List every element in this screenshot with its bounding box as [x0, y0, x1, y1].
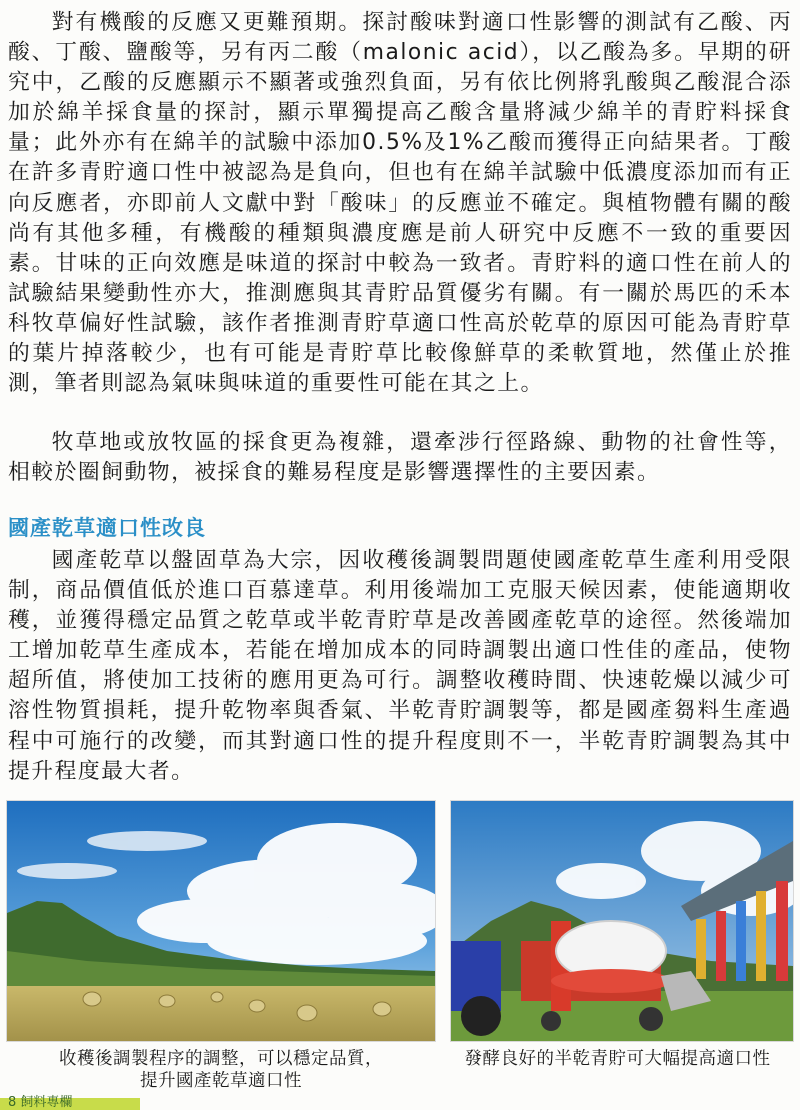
footer-text: 8 飼料專欄: [8, 1095, 73, 1110]
paragraph-grazing: 牧草地或放牧區的採食更為複雜，還牽涉行徑路線、動物的社會性等，相較於圈飼動物，被採食的難易程度是影響選擇性的主要因素。: [8, 430, 792, 486]
section-heading: 國產乾草適口性改良: [8, 516, 206, 540]
article-body-grazing: [8, 428, 792, 488]
bale-wrapper-photo: [450, 800, 794, 1042]
caption-left-line2: 提升國產乾草適口性: [140, 1071, 302, 1091]
article-body-domestic-hay: [8, 546, 792, 787]
hay-field-photo: [6, 800, 436, 1042]
hay-field-illustration: [7, 801, 435, 1041]
article-body-top: [8, 8, 792, 399]
paragraph-domestic-hay: 國產乾草以盤固草為大宗，因收穫後調製問題使國產乾草生產利用受限制，商品價值低於進口百慕達草。利用後端加工克服天候因素，使能適期收穫，並獲得穩定品質之乾草或半乾青貯草是改善國產乾草的途徑。然後端加工增加乾草生產成本，若能在增加成本的同時調製出適口性佳的產品，使物超所值，將使加工技術的應用更為可行。調整收穫時間、快速乾燥以減少可溶性物質損耗，提升乾物率與香氣、半乾青貯調製等，都是國產芻料生產過程中可施行的改變，而其對適口性的提升程度則不一，半乾青貯調製為其中提升程度最大者。: [8, 548, 792, 784]
bale-wrapper-illustration: [451, 801, 793, 1041]
paragraph-organic-acids: 對有機酸的反應又更難預期。探討酸味對適口性影響的測試有乙酸、丙酸、丁酸、鹽酸等，另有丙二酸（malonic acid），以乙酸為多。早期的研究中，乙酸的反應顯示不顯著或強烈負面，另有依比例將乳酸與乙酸混合添加於綿羊採食量的探討，顯示單獨提高乙酸含量將減少綿羊的青貯料採食量；此外亦有在綿羊的試驗中添加0.5%及1%乙酸而獲得正向結果者。丁酸在許多青貯適口性中被認為是負向，但也有在綿羊試驗中低濃度添加而有正向反應者，亦即前人文獻中對「酸味」的反應並不確定。與植物體有關的酸尚有其他多種，有機酸的種類與濃度應是前人研究中反應不一致的重要因素。甘味的正向效應是味道的探討中較為一致者。青貯料的適口性在前人的試驗結果變動性亦大，推測應與其青貯品質優劣有關。有一關於馬匹的禾本科牧草偏好性試驗，該作者推測青貯草適口性高於乾草的原因可能為青貯草的葉片掉落較少，也有可能是青貯草比較像鮮草的柔軟質地，然僅止於推測，筆者則認為氣味與味道的重要性可能在其之上。: [8, 10, 792, 397]
caption-left: [16, 1048, 426, 1092]
caption-left-line1: 收穫後調製程序的調整，可以穩定品質，: [59, 1049, 383, 1069]
caption-right: 發酵良好的半乾青貯可大幅提高適口性: [464, 1049, 771, 1069]
